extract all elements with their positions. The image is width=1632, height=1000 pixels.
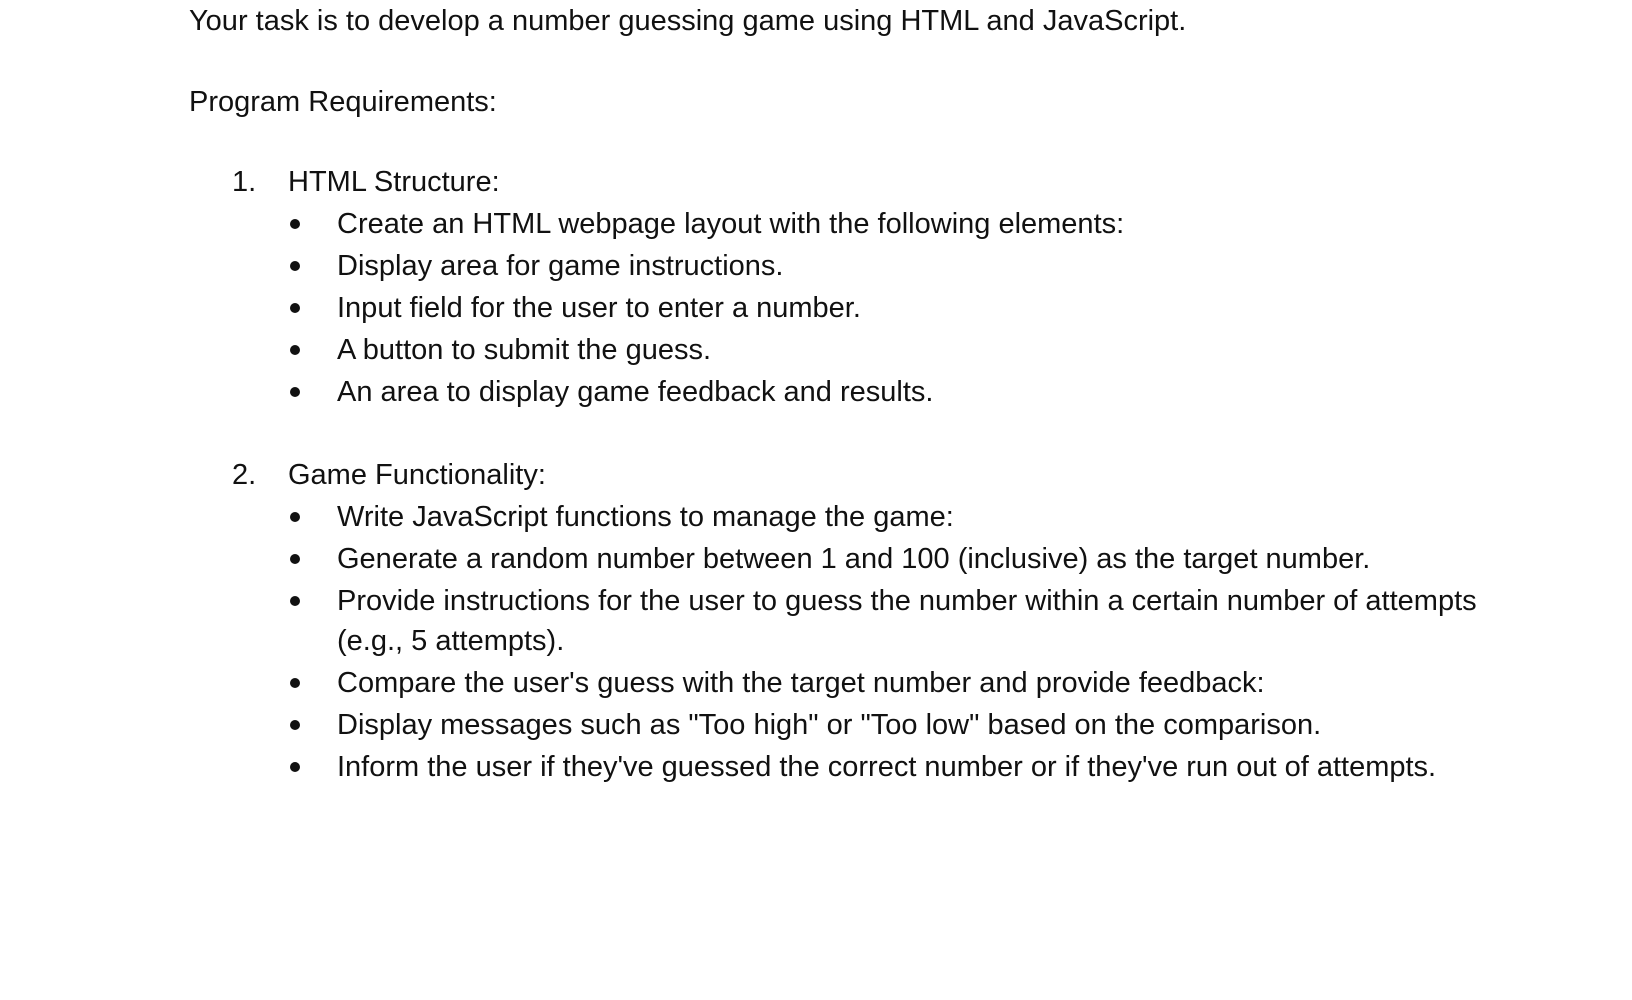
list-item: [232, 204, 1487, 244]
section-label: Game Functionality:: [288, 459, 546, 491]
section-number: 2.: [232, 459, 257, 491]
section-title: [232, 164, 1492, 204]
list-item-text: An area to display game feedback and results.: [337, 376, 934, 408]
bullet-list: [232, 497, 1492, 787]
list-item-text: Provide instructions for the user to guess the number within a certain number of attempts (e.g., 5 attempts).: [337, 585, 1477, 657]
section-html-structure: [232, 164, 1492, 414]
list-item: [232, 581, 1487, 661]
bullet-icon: [290, 762, 300, 772]
list-item: [232, 497, 1487, 537]
bullet-icon: [290, 219, 300, 229]
section-title: [232, 457, 1492, 497]
section-game-functionality: [232, 457, 1492, 789]
bullet-icon: [290, 720, 300, 730]
list-item-text: Generate a random number between 1 and 100 (inclusive) as the target number.: [337, 543, 1371, 575]
list-item: [232, 246, 1487, 286]
bullet-list: [232, 204, 1492, 412]
section-label: HTML Structure:: [288, 166, 500, 198]
requirements-heading: Program Requirements:: [189, 86, 497, 118]
bullet-icon: [290, 554, 300, 564]
list-item-text: Write JavaScript functions to manage the game:: [337, 501, 954, 533]
bullet-icon: [290, 678, 300, 688]
list-item-text: Input field for the user to enter a number.: [337, 292, 861, 324]
bullet-icon: [290, 596, 300, 606]
bullet-icon: [290, 512, 300, 522]
list-item-text: Inform the user if they've guessed the correct number or if they've run out of attempts.: [337, 751, 1437, 783]
list-item-text: A button to submit the guess.: [337, 334, 712, 366]
list-item: [232, 288, 1487, 328]
bullet-icon: [290, 345, 300, 355]
bullet-icon: [290, 387, 300, 397]
list-item-text: Create an HTML webpage layout with the following elements:: [337, 208, 1125, 240]
list-item: [232, 539, 1487, 579]
list-item: [232, 663, 1487, 703]
bullet-icon: [290, 303, 300, 313]
intro-paragraph: Your task is to develop a number guessing game using HTML and JavaScript.: [189, 5, 1187, 37]
bullet-icon: [290, 261, 300, 271]
list-item: [232, 705, 1487, 745]
list-item-text: Compare the user's guess with the target number and provide feedback:: [337, 667, 1265, 699]
section-number: 1.: [232, 166, 257, 198]
list-item-text: Display messages such as "Too high" or "Too low" based on the comparison.: [337, 709, 1322, 741]
list-item: [232, 330, 1487, 370]
list-item-text: Display area for game instructions.: [337, 250, 784, 282]
list-item: [232, 372, 1487, 412]
list-item: [232, 747, 1487, 787]
